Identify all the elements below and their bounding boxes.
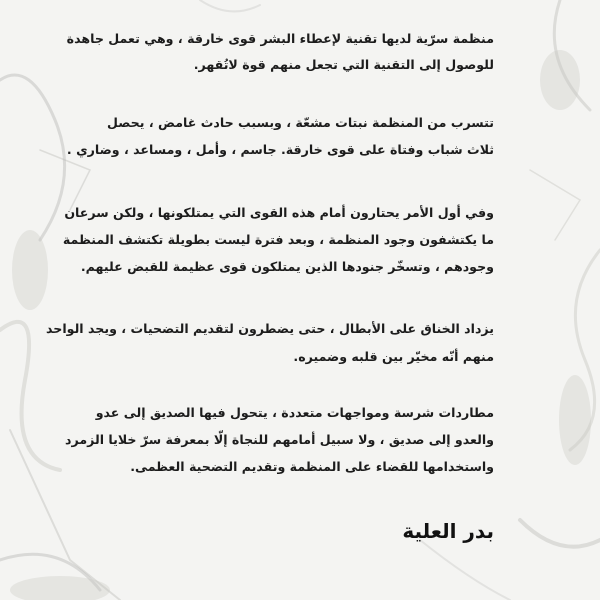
author-signature: بدر العلية	[402, 519, 494, 543]
paragraph-5-line-1: مطاردات شرسة ومواجهات متعددة ، يتحول فيها الصديق إلى عدو	[95, 405, 494, 420]
paragraph-4-line-2: منهم أنّه مخيّر بين قلبه وضميره.	[293, 349, 494, 364]
paragraph-5-line-3: واستخدامها للقضاء على المنظمة وتقديم التضحية العظمى.	[130, 459, 494, 474]
paragraph-3-line-3: وجودهم ، وتسخّر جنودها الذين يمتلكون قوى عظيمة للقبض عليهم.	[80, 259, 494, 274]
paragraph-3-line-1: وفي أول الأمر يحتارون أمام هذه القوى التي يمتلكونها ، ولكن سرعان	[64, 205, 494, 220]
paragraph-2-line-1: تتسرب من المنظمة نبتات مشعّة ، وبسبب حادث غامض ، يحصل	[107, 115, 494, 130]
paragraph-1-line-1: منظمة سرّية لديها تقنية لإعطاء البشر قوى خارقة ، وهي تعمل جاهدة	[66, 31, 494, 46]
paragraph-1-line-2: للوصول إلى التقنية التي تجعل منهم قوة لاتُقهر.	[193, 57, 494, 72]
paragraph-4-line-1: يزداد الخناق على الأبطال ، حتى يضطرون لتقديم التضحيات ، ويجد الواحد	[46, 321, 494, 336]
paragraph-2-line-2: ثلاث شباب وفتاة على قوى خارقة. جاسم ، وأمل ، ومساعد ، وضاري .	[66, 142, 494, 157]
paragraph-3-line-2: ما يكتشفون وجود المنظمة ، وبعد فترة ليست بطويلة تكتشف المنظمة	[62, 232, 494, 247]
paragraph-5-line-2: والعدو إلى صديق ، ولا سبيل أمامهم للنجاة إلّا بمعرفة سرّ خلايا الزمرد	[65, 432, 494, 447]
